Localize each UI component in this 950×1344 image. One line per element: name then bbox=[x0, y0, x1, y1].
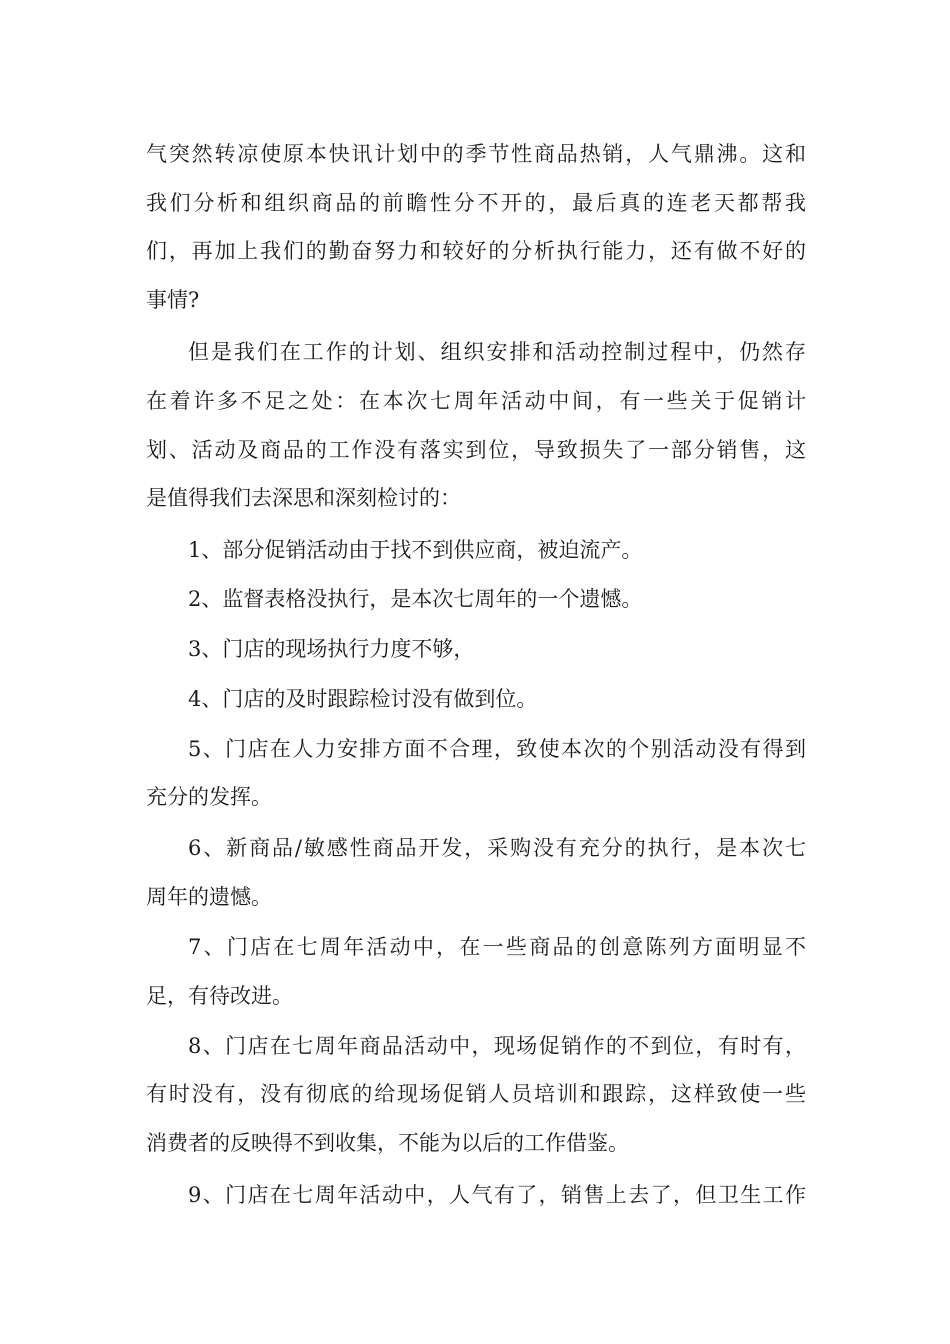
paragraph-line-6: 在着许多不足之处：在本次七周年活动中间，有一些关于促销计 bbox=[146, 389, 806, 413]
list-item-8-cont-2: 消费者的反映得不到收集，不能为以后的工作借鉴。 bbox=[146, 1131, 629, 1155]
list-item-3: 3、门店的现场执行力度不够， bbox=[188, 637, 475, 661]
paragraph-line-2: 我们分析和组织商品的前瞻性分不开的，最后真的连老天都帮我 bbox=[146, 191, 806, 215]
list-item-8-cont-1: 有时没有，没有彻底的给现场促销人员培训和跟踪，这样致使一些 bbox=[146, 1082, 806, 1106]
paragraph-line-3: 们，再加上我们的勤奋努力和较好的分析执行能力，还有做不好的 bbox=[146, 239, 806, 263]
list-item-5-cont: 充分的发挥。 bbox=[146, 785, 272, 809]
paragraph-line-1: 气突然转凉使原本快讯计划中的季节性商品热销，人气鼎沸。这和 bbox=[146, 142, 806, 166]
list-item-6: 6、新商品/敏感性商品开发，采购没有充分的执行，是本次七 bbox=[188, 836, 806, 860]
paragraph-line-7: 划、活动及商品的工作没有落实到位，导致损失了一部分销售，这 bbox=[146, 438, 806, 462]
list-item-1: 1、部分促销活动由于找不到供应商，被迫流产。 bbox=[188, 538, 643, 562]
list-item-4: 4、门店的及时跟踪检讨没有做到位。 bbox=[188, 687, 538, 711]
list-item-6-cont: 周年的遗憾。 bbox=[146, 885, 272, 909]
list-item-9: 9、门店在七周年活动中，人气有了，销售上去了，但卫生工作 bbox=[188, 1183, 806, 1207]
paragraph-line-8: 是值得我们去深思和深刻检讨的： bbox=[146, 486, 461, 510]
list-item-7: 7、门店在七周年活动中，在一些商品的创意陈列方面明显不 bbox=[188, 935, 806, 959]
list-item-7-cont: 足，有待改进。 bbox=[146, 984, 293, 1008]
paragraph-line-4: 事情? bbox=[146, 288, 200, 312]
paragraph-line-5: 但是我们在工作的计划、组织安排和活动控制过程中，仍然存 bbox=[188, 340, 806, 364]
list-item-5: 5、门店在人力安排方面不合理，致使本次的个别活动没有得到 bbox=[188, 737, 806, 761]
list-item-2: 2、监督表格没执行，是本次七周年的一个遗憾。 bbox=[188, 587, 643, 611]
list-item-8: 8、门店在七周年商品活动中，现场促销作的不到位，有时有， bbox=[188, 1034, 806, 1058]
